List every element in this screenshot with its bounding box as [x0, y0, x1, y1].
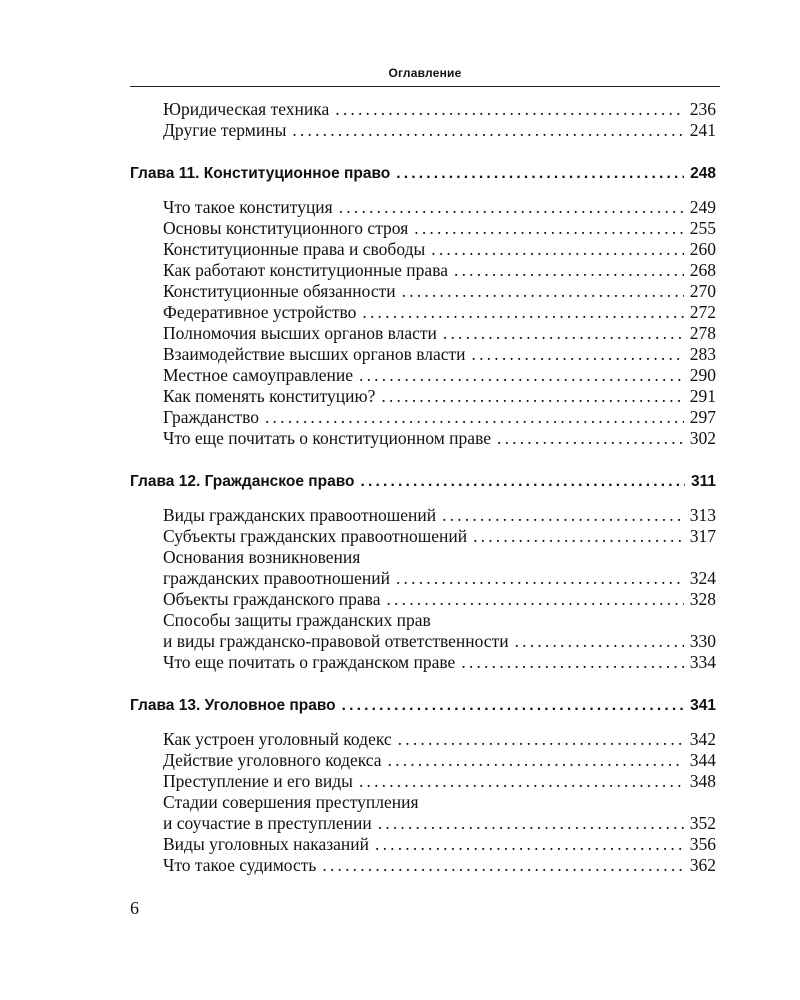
dot-leader — [359, 771, 684, 792]
toc-entry-title: Гражданство — [163, 407, 259, 427]
toc-entry-title: Виды уголовных наказаний — [163, 834, 369, 854]
toc-entry[interactable] — [130, 386, 716, 407]
toc-entry[interactable] — [130, 428, 716, 449]
dot-leader — [265, 407, 684, 428]
toc-entry[interactable] — [130, 260, 716, 281]
toc-entry-page: 342 — [689, 729, 716, 749]
dot-leader — [361, 471, 685, 492]
toc-chapter-heading[interactable] — [130, 471, 716, 492]
dot-leader — [414, 218, 683, 239]
dot-leader — [472, 344, 684, 365]
toc-entry-page: 317 — [689, 526, 716, 546]
toc-entry-page: 330 — [689, 631, 716, 651]
toc-entry-title: Что такое судимость — [163, 855, 317, 875]
toc-entry-title: Действие уголовного кодекса — [163, 750, 382, 770]
toc-entry-title: Основы конституционного строя — [163, 218, 409, 238]
page-number: 6 — [130, 898, 139, 918]
toc-entry[interactable] — [130, 855, 716, 876]
toc-entry-title: Федеративное устройство — [163, 302, 357, 322]
toc-entry[interactable] — [130, 120, 716, 141]
dot-leader — [454, 260, 684, 281]
dot-leader — [381, 386, 683, 407]
toc-entry-page: 283 — [689, 344, 716, 364]
toc-entry-page: 291 — [689, 386, 716, 406]
toc-entry-title: Объекты гражданского права — [163, 589, 381, 609]
dot-leader — [461, 652, 683, 673]
toc-entry-page: 255 — [689, 218, 716, 238]
toc-entry-first-line[interactable] — [130, 792, 716, 813]
toc-entry-title: Стадии совершения преступления — [163, 792, 419, 812]
toc-entry-title: Что еще почитать о конституционном праве — [163, 428, 491, 448]
dot-leader — [342, 695, 685, 716]
toc-entry-page: 362 — [689, 855, 716, 875]
toc-chapter-page: 311 — [690, 473, 716, 490]
dot-leader — [398, 729, 684, 750]
toc-chapter-page: 341 — [690, 697, 716, 714]
toc-entry[interactable] — [130, 197, 716, 218]
dot-leader — [402, 281, 684, 302]
dot-leader — [396, 163, 684, 184]
toc-entry-page: 297 — [689, 407, 716, 427]
toc-entry[interactable] — [130, 281, 716, 302]
toc-entry[interactable] — [130, 771, 716, 792]
running-header: Оглавление — [388, 66, 462, 80]
toc-entry-title: Другие термины — [163, 120, 287, 140]
toc-entry-title: Виды гражданских правоотношений — [163, 505, 437, 525]
toc-entry-title: Способы защиты гражданских прав — [163, 610, 431, 630]
dot-leader — [339, 197, 684, 218]
toc-entry[interactable] — [130, 813, 716, 834]
toc-entry[interactable] — [130, 239, 716, 260]
dot-leader — [497, 428, 684, 449]
toc-entry[interactable] — [130, 99, 716, 120]
toc-entry[interactable] — [130, 568, 716, 589]
dot-leader — [473, 526, 684, 547]
toc-entry-first-line[interactable] — [130, 610, 716, 631]
toc-entry[interactable] — [130, 834, 716, 855]
toc-entry-page: 249 — [689, 197, 716, 217]
toc-entry-page: 328 — [689, 589, 716, 609]
dot-leader — [442, 505, 684, 526]
toc-entry[interactable] — [130, 505, 716, 526]
toc-entry-page: 334 — [689, 652, 716, 672]
toc-chapter-title: Глава 13. Уголовное право — [130, 697, 336, 714]
toc-entry-title: Юридическая техника — [163, 99, 330, 119]
dot-leader — [388, 750, 684, 771]
toc-entry-page: 344 — [689, 750, 716, 770]
dot-leader — [335, 99, 684, 120]
dot-leader — [378, 813, 684, 834]
toc-entry-title: Как работают конституционные права — [163, 260, 448, 280]
toc-entry-page: 268 — [689, 260, 716, 280]
toc-entry[interactable] — [130, 365, 716, 386]
toc-entry-page: 241 — [689, 120, 716, 140]
toc-entry-title: Субъекты гражданских правоотношений — [163, 526, 468, 546]
table-of-contents — [130, 99, 716, 876]
toc-entry-title: Конституционные обязанности — [163, 281, 396, 301]
dot-leader — [375, 834, 684, 855]
toc-entry-title-continued: гражданских правоотношений — [163, 568, 390, 588]
toc-entry-title: Преступление и его виды — [163, 771, 353, 791]
toc-entry[interactable] — [130, 526, 716, 547]
toc-entry[interactable] — [130, 323, 716, 344]
toc-entry-page: 270 — [689, 281, 716, 301]
toc-chapter-heading[interactable] — [130, 695, 716, 716]
toc-chapter-heading[interactable] — [130, 163, 716, 184]
toc-entry[interactable] — [130, 631, 716, 652]
toc-entry-page: 236 — [689, 99, 716, 119]
toc-entry-page: 324 — [689, 568, 716, 588]
toc-entry-title: Как поменять конституцию? — [163, 386, 376, 406]
toc-entry-title: Основания возникновения — [163, 547, 361, 567]
dot-leader — [396, 568, 684, 589]
toc-entry-title: Полномочия высших органов власти — [163, 323, 437, 343]
toc-entry[interactable] — [130, 750, 716, 771]
toc-entry-title: Что еще почитать о гражданском праве — [163, 652, 456, 672]
header-divider — [130, 86, 720, 87]
toc-entry-title: Как устроен уголовный кодекс — [163, 729, 392, 749]
dot-leader — [443, 323, 684, 344]
dot-leader — [292, 120, 683, 141]
toc-entry-first-line[interactable] — [130, 547, 716, 568]
dot-leader — [386, 589, 683, 610]
toc-chapter-title: Глава 11. Конституционное право — [130, 165, 391, 182]
toc-entry-page: 352 — [689, 813, 716, 833]
toc-entry[interactable] — [130, 344, 716, 365]
dot-leader — [515, 631, 684, 652]
toc-entry[interactable] — [130, 218, 716, 239]
toc-chapter-page: 248 — [690, 165, 716, 182]
dot-leader — [359, 365, 684, 386]
toc-entry-title: Конституционные права и свободы — [163, 239, 426, 259]
toc-entry-page: 302 — [689, 428, 716, 448]
toc-entry-title-continued: и соучастие в преступлении — [163, 813, 372, 833]
toc-entry-title-continued: и виды гражданско-правовой ответственности — [163, 631, 509, 651]
toc-entry[interactable] — [130, 407, 716, 428]
toc-entry[interactable] — [130, 729, 716, 750]
toc-chapter-title: Глава 12. Гражданское право — [130, 473, 355, 490]
toc-entry-page: 348 — [689, 771, 716, 791]
dot-leader — [362, 302, 683, 323]
toc-entry-title: Взаимодействие высших органов власти — [163, 344, 466, 364]
toc-entry-title: Что такое конституция — [163, 197, 333, 217]
toc-entry-title: Местное самоуправление — [163, 365, 353, 385]
toc-entry-page: 290 — [689, 365, 716, 385]
toc-entry-page: 272 — [689, 302, 716, 322]
toc-entry-page: 356 — [689, 834, 716, 854]
toc-entry-page: 260 — [689, 239, 716, 259]
toc-entry[interactable] — [130, 302, 716, 323]
toc-entry[interactable] — [130, 589, 716, 610]
dot-leader — [431, 239, 684, 260]
toc-entry-page: 278 — [689, 323, 716, 343]
toc-entry-page: 313 — [689, 505, 716, 525]
dot-leader — [322, 855, 683, 876]
toc-entry[interactable] — [130, 652, 716, 673]
